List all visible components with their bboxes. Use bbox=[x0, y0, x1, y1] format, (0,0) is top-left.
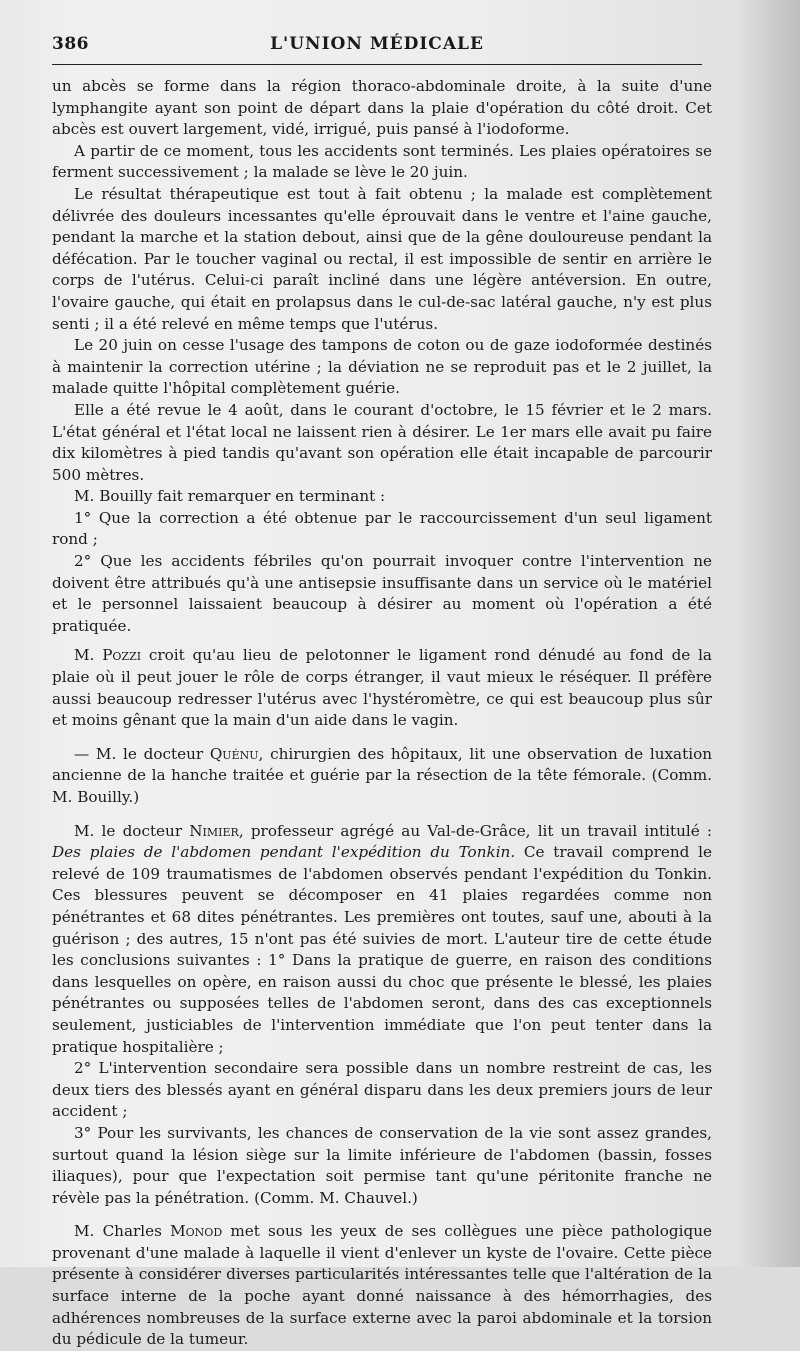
paragraph-prefix: M. Charles bbox=[74, 1222, 171, 1241]
paragraph: A partir de ce moment, tous les accidents sont terminés. Les plaies opératoires se ferment successivement ; la malade se lève le 20 juin. bbox=[52, 141, 712, 182]
paragraph-body: croit qu'au lieu de pelotonner le ligament rond dénudé au fond de la plaie où il peut jouer le rôle de corps étranger, il vaut mieux le réséquer. Il préfère aussi beaucoup redresser l'utérus avec l'hystéromètre, ce qui est beaucoup plus sûr et moins gênant que la main d'un aide dans le vagin. bbox=[52, 646, 712, 730]
paragraph-prefix: — M. le docteur bbox=[74, 744, 210, 763]
paragraph-body: met sous les yeux de ses collègues une pièce pathologique provenant d'une malade à laquelle il vient d'enlever un kyste de l'ovaire. Cette pièce présente à considérer diverses particularités intéressantes telle que l'altération de la surface interne de la poche ayant donné naissance à des hémorrhagies, des adhérences nombreuses de la surface externe avec la paroi abdominale et la torsion du pédicule de la tumeur. bbox=[52, 1222, 712, 1349]
paragraph-prefix: M. le docteur bbox=[74, 821, 190, 840]
work-title: Des plaies de l'abdomen pendant l'expédition du Tonkin. bbox=[52, 843, 516, 862]
paragraph-prefix: M. bbox=[74, 646, 103, 665]
author-name: Monod bbox=[170, 1222, 223, 1241]
paragraph-nimier bbox=[52, 821, 712, 1059]
page-number: 386 bbox=[52, 34, 89, 54]
page-header bbox=[52, 30, 702, 58]
paragraph-monod bbox=[52, 1221, 712, 1351]
header-rule bbox=[52, 64, 702, 65]
paragraph-pozzi bbox=[52, 645, 712, 731]
paragraph: Le 20 juin on cesse l'usage des tampons de coton ou de gaze iodoformée destinés à maintenir la correction utérine ; la déviation ne se reproduit pas et le 2 juillet, la malade quitte l'hôpital complètement guérie. bbox=[52, 336, 712, 398]
running-title: L'UNION MÉDICALE bbox=[270, 34, 484, 54]
paragraph-quenu bbox=[52, 744, 712, 809]
body-text bbox=[52, 76, 712, 1351]
paragraph: M. Bouilly fait remarquer en terminant : bbox=[74, 487, 386, 506]
author-name: Quénu bbox=[209, 744, 259, 763]
paragraph-body: , chirurgien des hôpitaux, lit une observation de luxation ancienne de la hanche traitée et guérie par la résection de la tête fémorale. (Comm. M. Bouilly.) bbox=[52, 744, 712, 806]
paragraph: Le résultat thérapeutique est tout à fait obtenu ; la malade est complètement délivrée des douleurs incessantes qu'elle éprouvait dans le ventre et l'aine gauche, pendant la marche et la station debout, ainsi que de la gêne douloureuse pendant la défécation. Par le toucher vaginal ou rectal, il est impossible de sentir en arrière le corps de l'utérus. Celui-ci paraît incliné dans une légère antéversion. En outre, l'ovaire gauche, qui était en prolapsus dans le cul-de-sac latéral gauche, n'y est plus senti ; il a été relevé en même temps que l'utérus. bbox=[52, 184, 712, 333]
author-name: Nimier bbox=[189, 821, 239, 840]
paragraph-body: , professeur agrégé au Val-de-Grâce, lit un travail intitulé : bbox=[238, 821, 712, 840]
paragraph: un abcès se forme dans la région thoraco-abdominale droite, à la suite d'une lymphangite ayant son point de départ dans la plaie d'opération du côté droit. Cet abcès est ouvert largement, vidé, irrigué, puis pansé à l'iodoforme. bbox=[52, 77, 712, 139]
author-name: Pozzi bbox=[102, 646, 142, 665]
paragraph: 2° L'intervention secondaire sera possible dans un nombre restreint de cas, les deux tiers des blessés ayant en général disparu dans les deux premiers jours de leur accident ; bbox=[52, 1059, 712, 1121]
paragraph: 2° Que les accidents fébriles qu'on pourrait invoquer contre l'intervention ne doivent être attribués qu'à une antisepsie insuffisante dans un service où le matériel et le personnel laissaient beaucoup à désirer au moment où l'opération a été pratiquée. bbox=[52, 552, 712, 635]
paragraph: Elle a été revue le 4 août, dans le courant d'octobre, le 15 février et le 2 mars. L'état général et l'état local ne laissent rien à désirer. Le 1er mars elle avait pu faire dix kilomètres à pied tandis qu'avant son opération elle était incapable de parcourir 500 mètres. bbox=[52, 400, 712, 484]
paragraph-body: Ce travail comprend le relevé de 109 traumatismes de l'abdomen observés pendant l'expédition du Tonkin. Ces blessures peuvent se décomposer en 41 plaies regardées comme non pénétrantes et 68 dites pénétrantes. Les premières ont toutes, sauf une, abouti à la guérison ; des autres, 15 n'ont pas été suivies de mort. L'auteur tire de cette étude les conclusions suivantes : 1° Dans la pratique de guerre, en raison des conditions dans lesquelles on opère, en raison aussi du choc que présente le blessé, les plaies pénétrantes ou supposées telles de l'abdomen seront, dans des cas exceptionnels seulement, justiciables de l'intervention immédiate que l'on peut tenter dans la pratique hospitalière ; bbox=[52, 843, 712, 1056]
paragraph: 3° Pour les survivants, les chances de conservation de la vie sont assez grandes, surtout quand la lésion siège sur la limite inférieure de l'abdomen (bassin, fosses iliaques), pour que l'expectation soit permise tant qu'une péritonite franche ne révèle pas la pénétration. (Comm. M. Chauvel.) bbox=[52, 1123, 712, 1207]
paragraph: 1° Que la correction a été obtenue par le raccourcissement d'un seul ligament rond ; bbox=[52, 508, 712, 549]
